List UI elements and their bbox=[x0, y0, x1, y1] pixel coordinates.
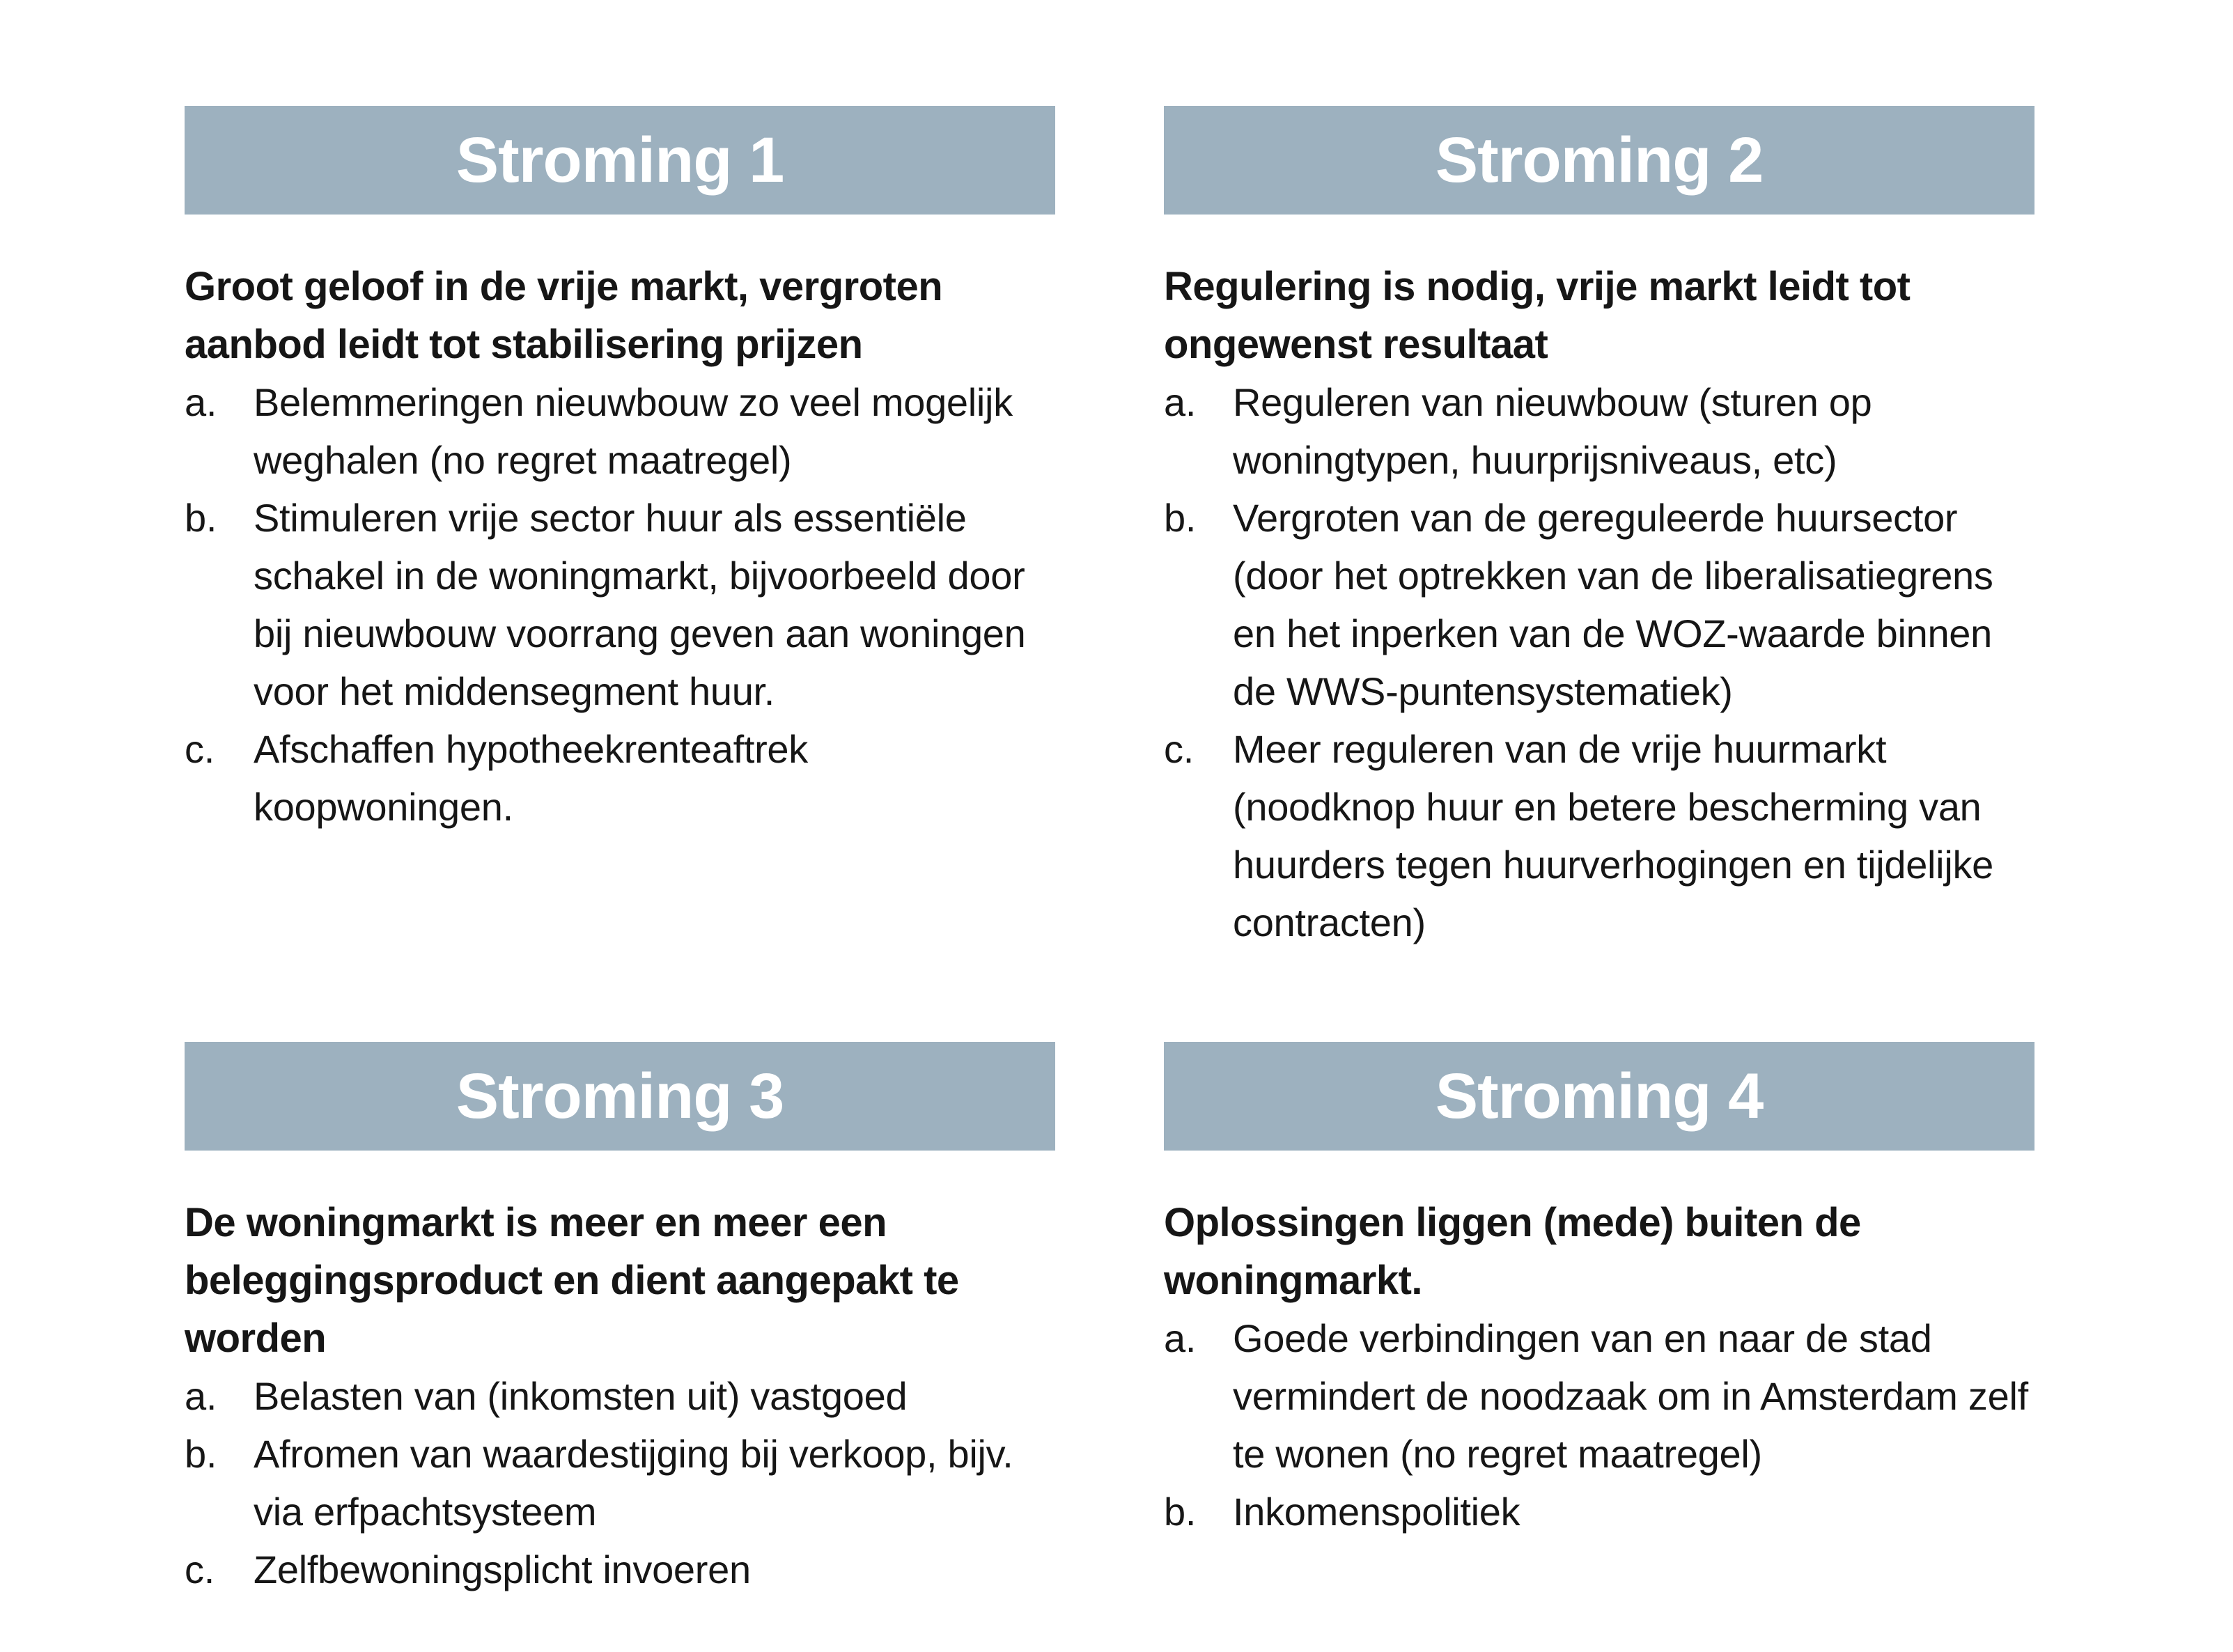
panel-title: Stroming 4 bbox=[1435, 1060, 1764, 1132]
list-item bbox=[1164, 1483, 2034, 1541]
item-list bbox=[185, 1367, 1055, 1598]
panel-stroming-4 bbox=[1164, 1042, 2034, 1541]
item-letter: c. bbox=[1164, 727, 1194, 771]
item-text: Vergroten van de gereguleerde huursector (door het optrekken van de liberalisatiegrens en het inperken van de WOZ-waarde binnen de WWS-puntensystematiek) bbox=[1233, 496, 1993, 713]
item-letter: c. bbox=[185, 1548, 215, 1591]
panel-lead: Oplossingen liggen (mede) buiten de woningmarkt. bbox=[1164, 1200, 1861, 1303]
panel-title: Stroming 3 bbox=[456, 1060, 784, 1132]
panel-lead: Regulering is nodig, vrije markt leidt tot ongewenst resultaat bbox=[1164, 264, 1911, 367]
item-text: Belasten van (inkomsten uit) vastgoed bbox=[254, 1374, 908, 1418]
item-text: Inkomenspolitiek bbox=[1233, 1490, 1520, 1534]
list-item bbox=[1164, 720, 2034, 951]
panel-stroming-2 bbox=[1164, 106, 2034, 951]
panel-lead: Groot geloof in de vrije markt, vergroten aanbod leidt tot stabilisering prijzen bbox=[185, 264, 943, 367]
item-letter: c. bbox=[185, 727, 215, 771]
list-item bbox=[1164, 1309, 2034, 1483]
item-text: Goede verbindingen van en naar de stad vermindert de noodzaak om in Amsterdam zelf te wonen (no regret maatregel) bbox=[1233, 1316, 2028, 1476]
list-item bbox=[185, 720, 1055, 836]
item-letter: a. bbox=[1164, 1316, 1197, 1360]
list-item bbox=[185, 1541, 1055, 1598]
panel-lead: De woningmarkt is meer en meer een beleggingsproduct en dient aangepakt te worden bbox=[185, 1200, 959, 1361]
panel-title: Stroming 2 bbox=[1435, 124, 1764, 196]
item-letter: a. bbox=[1164, 380, 1197, 424]
item-text: Belemmeringen nieuwbouw zo veel mogelijk weghalen (no regret maatregel) bbox=[254, 380, 1013, 482]
item-letter: b. bbox=[1164, 1490, 1197, 1534]
item-list bbox=[185, 373, 1055, 836]
item-text: Zelfbewoningsplicht invoeren bbox=[254, 1548, 751, 1591]
item-letter: a. bbox=[185, 380, 217, 424]
item-letter: b. bbox=[185, 496, 217, 540]
panel-title: Stroming 1 bbox=[456, 124, 784, 196]
list-item bbox=[185, 1367, 1055, 1425]
item-letter: a. bbox=[185, 1374, 217, 1418]
panel-stroming-1 bbox=[185, 106, 1055, 836]
item-list bbox=[1164, 1309, 2034, 1541]
list-item bbox=[1164, 373, 2034, 489]
item-text: Reguleren van nieuwbouw (sturen op woningtypen, huurprijsniveaus, etc) bbox=[1233, 380, 1872, 482]
panel-header bbox=[1164, 1042, 2034, 1151]
item-text: Meer reguleren van de vrije huurmarkt (noodknop huur en betere bescherming van huurders tegen huurverhogingen en tijdelijke contracten) bbox=[1233, 727, 1994, 944]
list-item bbox=[185, 1425, 1055, 1541]
item-letter: b. bbox=[1164, 496, 1197, 540]
item-text: Stimuleren vrije sector huur als essentiële schakel in de woningmarkt, bijvoorbeeld door bij nieuwbouw voorrang geven aan woningen voor het middensegment huur. bbox=[254, 496, 1026, 713]
item-text: Afromen van waardestijging bij verkoop, bijv. via erfpachtsysteem bbox=[254, 1432, 1013, 1534]
panel-header bbox=[1164, 106, 2034, 215]
panel-header bbox=[185, 106, 1055, 215]
panel-stroming-3 bbox=[185, 1042, 1055, 1598]
list-item bbox=[185, 489, 1055, 720]
list-item bbox=[1164, 489, 2034, 720]
item-letter: b. bbox=[185, 1432, 217, 1476]
panel-header bbox=[185, 1042, 1055, 1151]
item-list bbox=[1164, 373, 2034, 951]
item-text: Afschaffen hypotheekrenteaftrek koopwoningen. bbox=[254, 727, 808, 829]
list-item bbox=[185, 373, 1055, 489]
